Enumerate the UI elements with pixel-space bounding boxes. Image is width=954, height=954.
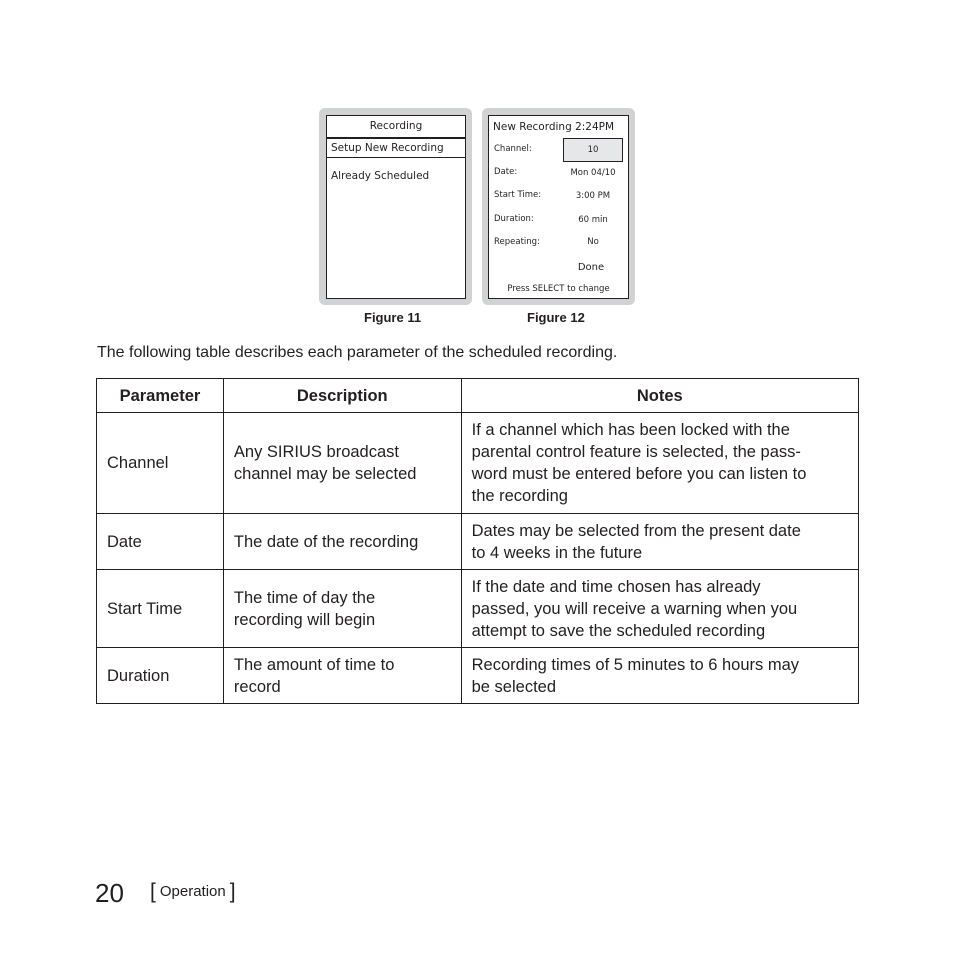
notes-line: the recording: [471, 487, 568, 505]
parameter-text: Start Time: [107, 599, 183, 618]
figure-12-screen: [488, 115, 629, 299]
description-line: record: [233, 677, 281, 696]
figure-11-caption: Figure 11: [364, 310, 422, 325]
notes-line: passed, you will receive a warning when you: [471, 599, 798, 618]
notes-line: word must be entered before you can listen to: [471, 465, 807, 483]
table-row: [97, 514, 859, 570]
channel-value: 10: [563, 138, 623, 162]
date-label: Date:: [494, 167, 518, 177]
parameter-cell: [97, 514, 224, 570]
table-row: [97, 413, 859, 514]
description-cell: [223, 514, 461, 570]
parameter-cell: [97, 413, 224, 514]
figure-11-screen: [326, 115, 466, 299]
repeating-label: Repeating:: [494, 237, 540, 247]
description-cell: [223, 648, 461, 704]
description-line: channel may be selected: [233, 465, 417, 483]
menu-item-already-scheduled: Already Scheduled: [331, 170, 430, 182]
repeating-value: No: [587, 237, 599, 247]
description-line: recording will begin: [233, 610, 376, 629]
notes-line: If the date and time chosen has already: [471, 577, 761, 596]
description-cell: [223, 413, 461, 514]
description-line: The time of day the: [233, 588, 376, 607]
notes-cell: [461, 570, 858, 648]
channel-label: Channel:: [494, 144, 532, 154]
duration-label: Duration:: [494, 214, 534, 224]
header-parameter: Parameter: [97, 379, 224, 413]
notes-cell: [461, 514, 858, 570]
date-value: Mon 04/10: [570, 168, 616, 178]
description-line: The amount of time to: [233, 655, 395, 674]
table-row: [97, 648, 859, 704]
bracket-close: ]: [229, 880, 236, 903]
intro-text: The following table describes each parameter of the scheduled recording.: [97, 344, 618, 361]
notes-line: attempt to save the scheduled recording: [471, 621, 766, 640]
page-number: 20: [95, 878, 124, 908]
select-hint: Press SELECT to change: [507, 284, 610, 294]
notes-line: Dates may be selected from the present date: [471, 521, 801, 540]
parameter-cell: [97, 570, 224, 648]
figure-12-caption: Figure 12: [527, 310, 585, 325]
bracket-open: [: [150, 880, 156, 903]
table-row: [97, 570, 859, 648]
done-option: Done: [577, 262, 605, 273]
parameter-text: Channel: [107, 454, 169, 472]
description-line: The date of the recording: [233, 532, 419, 551]
parameter-table: [96, 378, 859, 704]
parameter-cell: [97, 648, 224, 704]
notes-cell: [461, 413, 858, 514]
table-header-row: [97, 379, 859, 413]
description-line: Any SIRIUS broadcast: [233, 443, 399, 461]
notes-line: to 4 weeks in the future: [471, 543, 643, 562]
notes-line: parental control feature is selected, the pass-: [471, 443, 801, 461]
section-name: Operation: [159, 883, 226, 900]
section-label: [150, 880, 236, 904]
description-cell: [223, 570, 461, 648]
figure-12-title: New Recording 2:24PM: [493, 121, 615, 133]
notes-cell: [461, 648, 858, 704]
header-notes: Notes: [461, 379, 858, 413]
notes-line: Recording times of 5 minutes to 6 hours may: [471, 655, 800, 674]
parameter-text: Date: [107, 532, 142, 551]
notes-line: be selected: [471, 677, 557, 696]
parameter-text: Duration: [107, 666, 170, 685]
duration-value: 60 min: [578, 215, 608, 225]
start-time-label: Start Time:: [494, 190, 542, 200]
notes-line: If a channel which has been locked with the: [471, 421, 790, 439]
figure-11-title: Recording: [327, 116, 465, 138]
start-time-value: 3:00 PM: [575, 191, 611, 201]
header-description: Description: [223, 379, 461, 413]
menu-item-setup-new-recording: Setup New Recording: [327, 138, 465, 158]
